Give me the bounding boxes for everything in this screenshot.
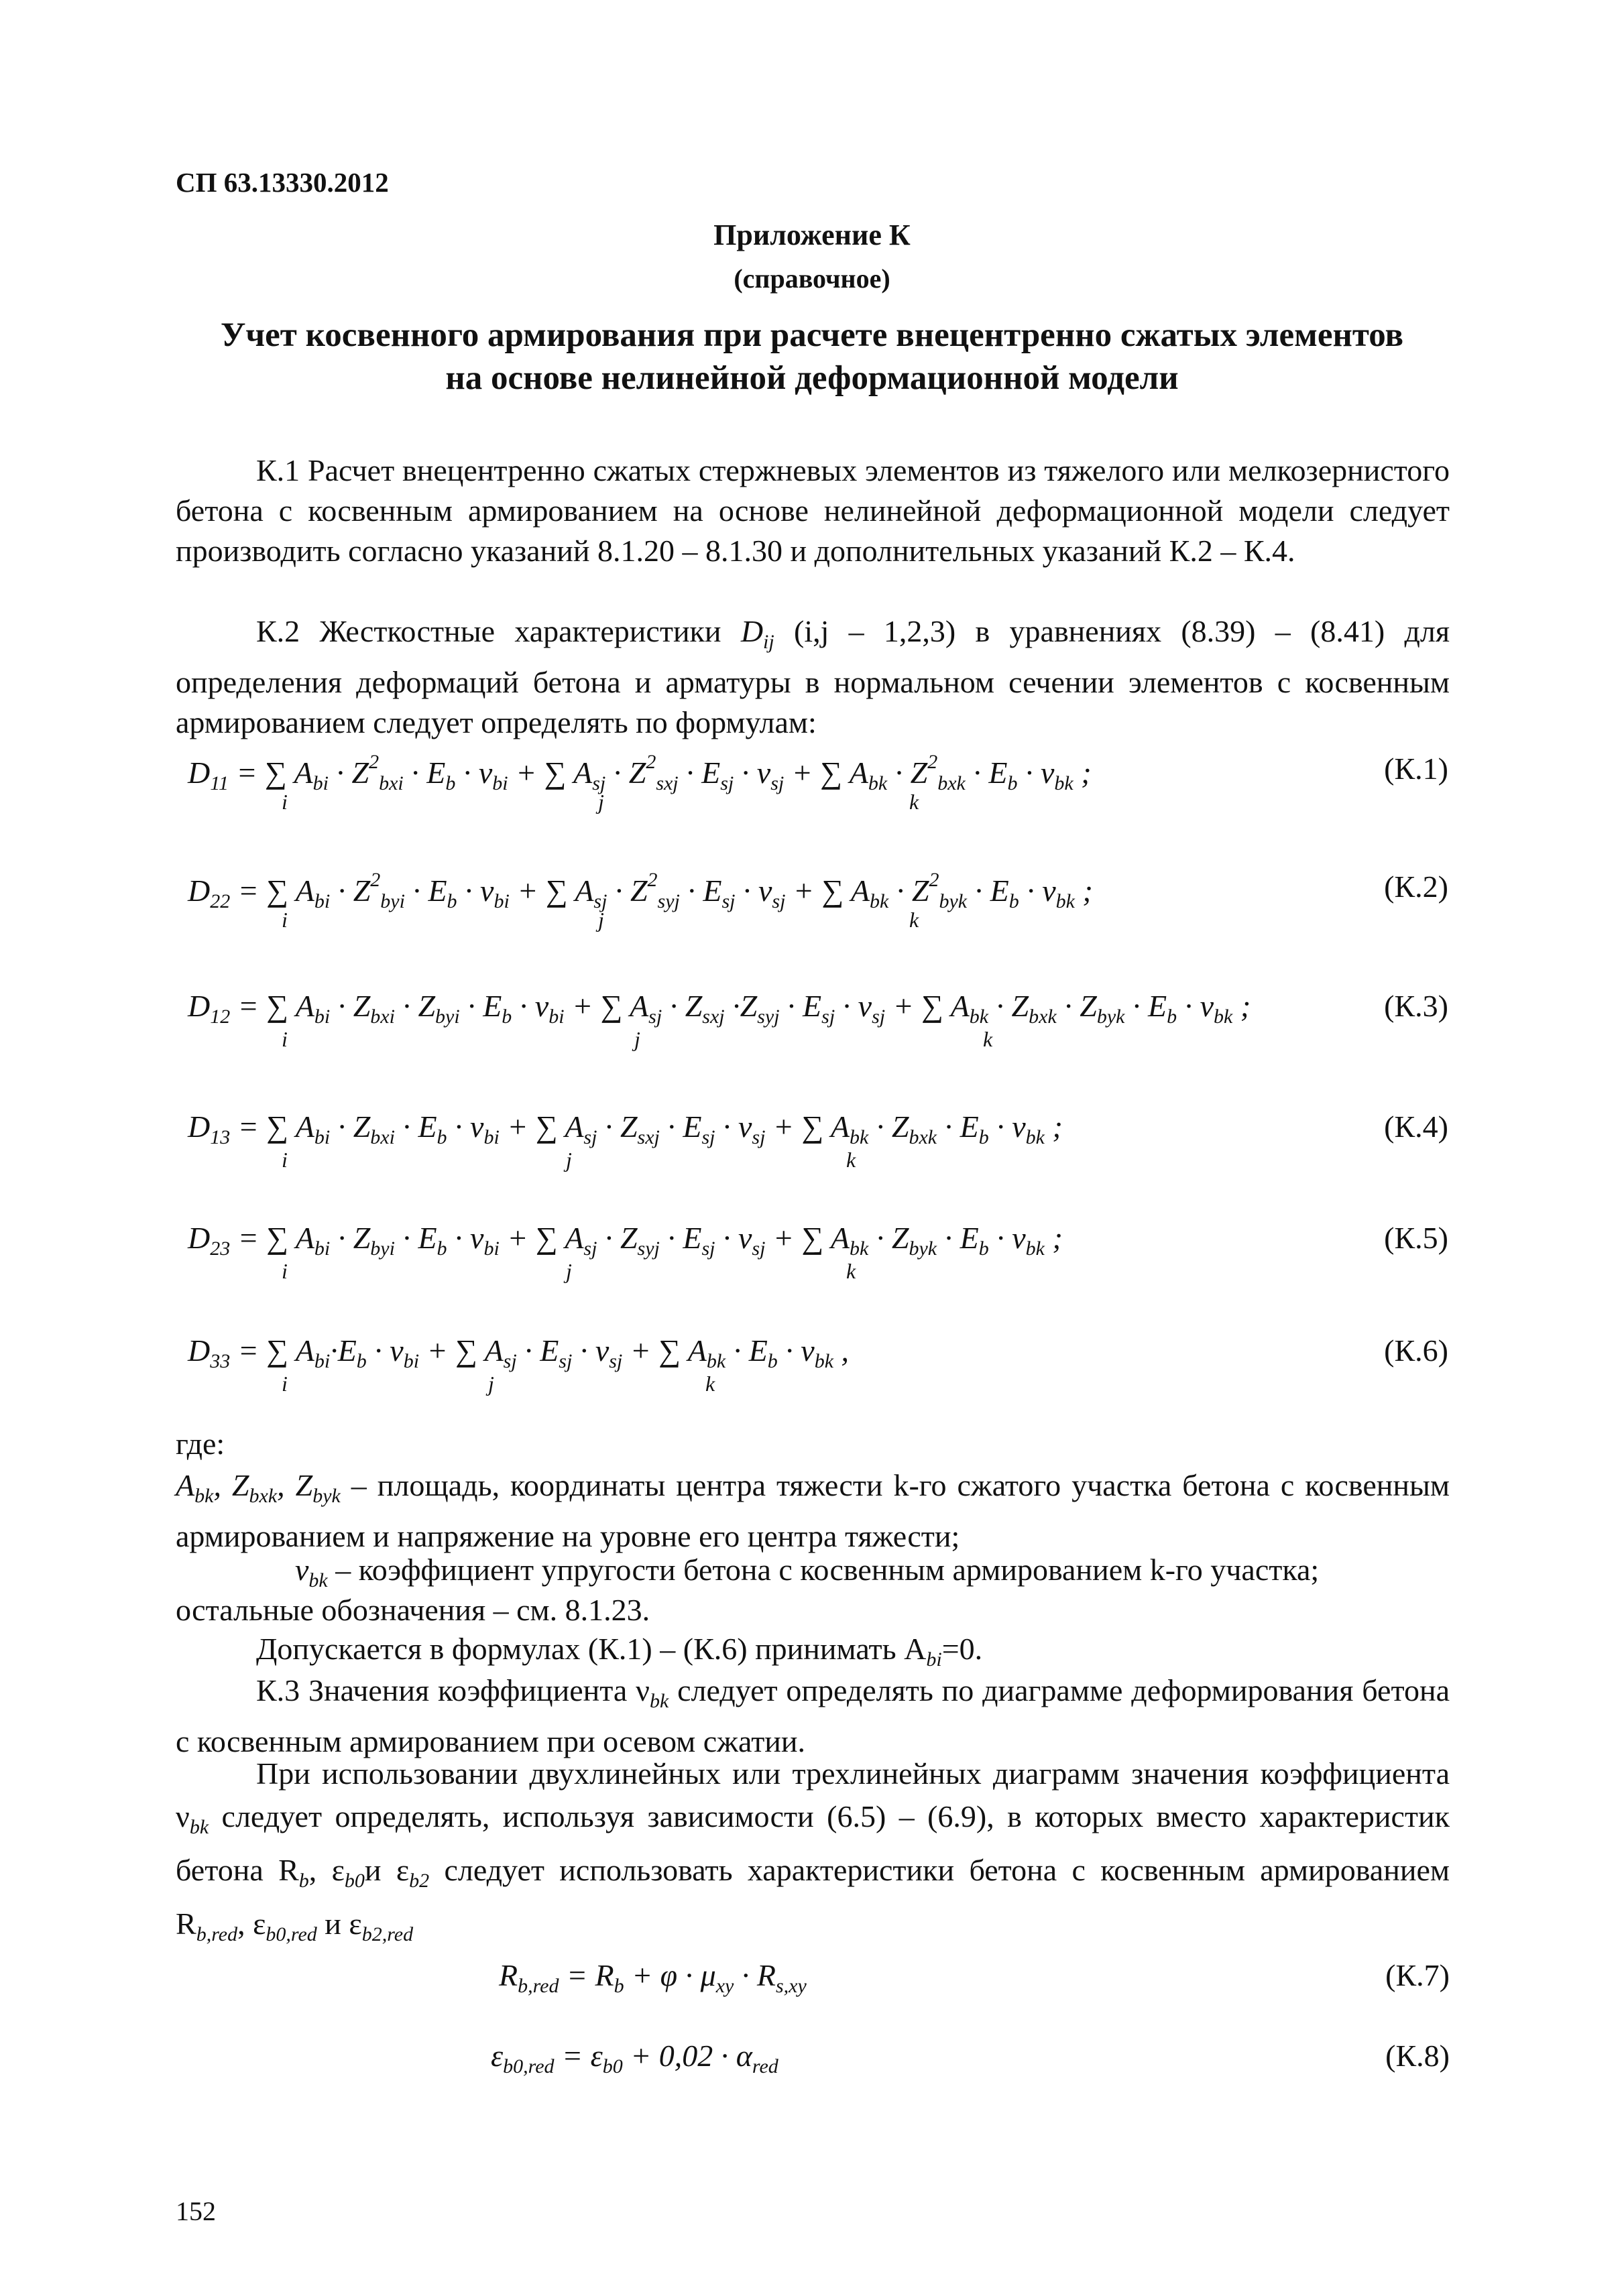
def1-symbol: A [176, 1468, 195, 1502]
use-text-f: , ε [237, 1907, 266, 1941]
formula-k7-expression: $R_{b,red} = R_b + \varphi \cdot \mu_{xy} \cdot R_{s,xy}$ [499, 1958, 807, 1997]
formula-k2-label: (К.2) [1384, 869, 1448, 904]
k3-text-b: следует определять по диаграмме деформирования бетона с косвенным армированием при осевом сжатии. [176, 1673, 1450, 1758]
use-text-d: и ε [364, 1853, 410, 1887]
allow-text-b: =0. [941, 1632, 983, 1666]
k2-subscript: ij [763, 631, 774, 653]
use-sub6: b0,red [266, 1923, 317, 1945]
def1-sub2: bxk [249, 1485, 278, 1507]
def1-sep1: , Z [213, 1468, 249, 1502]
formula-k5-expression: $D_{23}$ = ∑ $A_{bi} \cdot Z_{byi} \cdot E_b \cdot \nu_{bi}$ + ∑ $A_{sj} \cdot Z_{syj} \cdot E_{sj} \cdot \nu_{sj}$ + ∑ $A_{bk} \cdot Z_{byk} \cdot E_b \cdot \nu_{bk}$ ; [188, 1221, 1063, 1260]
formula-k3-label: (К.3) [1384, 989, 1448, 1023]
paragraph-k2 [176, 611, 1450, 743]
formula-k2: $D_{22}$ = ∑ $A_{bi} \cdot Z^2_{byi} \cdot E_b \cdot \nu_{bi}$ + ∑ $A_{sj} \cdot Z^2_{syj} \cdot E_{sj} \cdot \nu_{sj}$ + ∑ $A_{bk} \cdot Z^2_{byk} \cdot E_b \cdot \nu_{bk}$ ; i j k (К.2) [188, 869, 1448, 932]
def1-sub1: bk [194, 1485, 214, 1507]
appendix-title: Приложение К [713, 219, 911, 251]
formula-k4: $D_{13}$ = ∑ $A_{bi} \cdot Z_{bxi} \cdot E_b \cdot \nu_{bi}$ + ∑ $A_{sj} \cdot Z_{sxj} \cdot E_{sj} \cdot \nu_{sj}$ + ∑ $A_{bk} \cdot Z_{bxk} \cdot E_b \cdot \nu_{bk}$ ; i j k (К.4) [188, 1109, 1448, 1172]
main-title-line-1: Учет косвенного армирования при расчете внецентренно сжатых элементов [220, 316, 1404, 354]
appendix-type: (справочное) [734, 263, 890, 294]
def1-text: – площадь, координаты центра тяжести k-го сжатого участка бетона с косвенным армированием и напряжение на уровне его центра тяжести; [176, 1468, 1450, 1553]
use-text-a: При использовании двухлинейных или трехлинейных диаграмм значения коэффициента ν [176, 1756, 1450, 1833]
formula-k5: $D_{23}$ = ∑ $A_{bi} \cdot Z_{byi} \cdot E_b \cdot \nu_{bi}$ + ∑ $A_{sj} \cdot Z_{syj} \cdot E_{sj} \cdot \nu_{sj}$ + ∑ $A_{bk} \cdot Z_{byk} \cdot E_b \cdot \nu_{bk}$ ; i j k (К.5) [188, 1221, 1448, 1283]
formula-k8-label: (К.8) [1385, 2039, 1450, 2073]
document-code: СП 63.13330.2012 [176, 167, 389, 198]
k2-text-b: (i,j – 1,2,3) в уравнениях (8.39) – (8.41) для определения деформаций бетона и арматуры в нормальном сечении элементов с косвенным армированием следует определять по формулам: [176, 614, 1450, 739]
allow-text-a: Допускается в формулах (К.1) – (К.6) принимать A [256, 1632, 927, 1666]
use-sub3: b0 [344, 1870, 365, 1892]
use-sub: bk [189, 1816, 209, 1838]
k2-text-a: К.2 Жесткостные характеристики [256, 614, 741, 648]
def1-sub3: byk [312, 1485, 341, 1507]
formula-k5-label: (К.5) [1384, 1221, 1448, 1255]
other-notation: остальные обозначения – см. 8.1.23. [176, 1593, 650, 1627]
where-label: где: [176, 1427, 225, 1461]
formula-k1: $D_{11}$ = ∑ $A_{bi} \cdot Z^2_{bxi} \cdot E_b \cdot \nu_{bi}$ + ∑ $A_{sj} \cdot Z^2_{sxj} \cdot E_{sj} \cdot \nu_{sj}$ + ∑ $A_{bk} \cdot Z^2_{bxk} \cdot E_b \cdot \nu_{bk}$ ; i j k (К.1) [188, 751, 1448, 814]
k3-text-a: К.3 Значения коэффициента ν [256, 1673, 650, 1707]
use-text-g: и ε [316, 1907, 362, 1941]
use-sub5: b,red [196, 1923, 238, 1945]
definition-abk [176, 1465, 1450, 1557]
formula-k4-expression: $D_{13}$ = ∑ $A_{bi} \cdot Z_{bxi} \cdot E_b \cdot \nu_{bi}$ + ∑ $A_{sj} \cdot Z_{sxj} \cdot E_{sj} \cdot \nu_{sj}$ + ∑ $A_{bk} \cdot Z_{bxk} \cdot E_b \cdot \nu_{bk}$ ; [188, 1109, 1063, 1148]
def2-sub: bk [308, 1569, 328, 1591]
main-title [161, 314, 1463, 400]
k2-symbol: D [740, 614, 764, 648]
use-text-e: следует использовать характеристики бетона с косвенным армированием R [176, 1853, 1450, 1941]
formula-k1-label: (К.1) [1384, 751, 1448, 786]
allow-sub: bi [926, 1648, 942, 1671]
formula-k7-label: (К.7) [1385, 1958, 1450, 1992]
formula-k4-label: (К.4) [1384, 1109, 1448, 1144]
formula-k3-expression: $D_{12}$ = ∑ $A_{bi} \cdot Z_{bxi} \cdot Z_{byi} \cdot E_b \cdot \nu_{bi}$ + ∑ $A_{sj} \cdot Z_{sxj} \cdot Z_{syj} \cdot E_{sj} \cdot \nu_{sj}$ + ∑ $A_{bk} \cdot Z_{bxk} \cdot Z_{byk} \cdot E_b \cdot \nu_{bk}$ ; [188, 989, 1251, 1028]
use-sub2: b [298, 1870, 309, 1892]
formula-k7 [176, 1957, 1450, 2011]
paragraph-usage [176, 1752, 1450, 1956]
k3-sub: bk [649, 1690, 669, 1712]
formula-k6: $D_{33}$ = ∑ $A_{bi}\cdot E_b \cdot \nu_{bi}$ + ∑ $A_{sj} \cdot E_{sj} \cdot \nu_{sj}$ + ∑ $A_{bk} \cdot E_b \cdot \nu_{bk}$ , i j k (К.6) [188, 1333, 1448, 1396]
use-sub7: b2,red [361, 1923, 414, 1945]
use-text-b: следует определять, используя зависимости (6.5) – (6.9), в которых вместо характеристик бетона R [176, 1799, 1450, 1887]
use-sub4: b2 [409, 1870, 430, 1892]
formula-k2-expression: $D_{22}$ = ∑ $A_{bi} \cdot Z^2_{byi} \cdot E_b \cdot \nu_{bi}$ + ∑ $A_{sj} \cdot Z^2_{syj} \cdot E_{sj} \cdot \nu_{sj}$ + ∑ $A_{bk} \cdot Z^2_{byk} \cdot E_b \cdot \nu_{bk}$ ; [188, 869, 1093, 912]
use-text-c: , ε [308, 1853, 345, 1887]
paragraph-k1: К.1 Расчет внецентренно сжатых стержневых элементов из тяжелого или мелкозернистого бетона с косвенным армированием на основе нелинейной деформационной модели следует производить согласно указаний 8.1.20 – 8.1.30 и дополнительных указаний К.2 – К.4. [176, 453, 1450, 568]
formula-k8 [176, 2038, 1450, 2092]
def1-sep2: , Z [277, 1468, 313, 1502]
main-title-line-2: на основе нелинейной деформационной модели [445, 359, 1179, 397]
formula-k6-label: (К.6) [1384, 1333, 1448, 1368]
formula-k3: $D_{12}$ = ∑ $A_{bi} \cdot Z_{bxi} \cdot Z_{byi} \cdot E_b \cdot \nu_{bi}$ + ∑ $A_{sj} \cdot Z_{sxj} \cdot Z_{syj} \cdot E_{sj} \cdot \nu_{sj}$ + ∑ $A_{bk} \cdot Z_{bxk} \cdot Z_{byk} \cdot E_b \cdot \nu_{bk}$ ; i j k (К.3) [188, 989, 1448, 1051]
formula-k1-expression: $D_{11}$ = ∑ $A_{bi} \cdot Z^2_{bxi} \cdot E_b \cdot \nu_{bi}$ + ∑ $A_{sj} \cdot Z^2_{sxj} \cdot E_{sj} \cdot \nu_{sj}$ + ∑ $A_{bk} \cdot Z^2_{bxk} \cdot E_b \cdot \nu_{bk}$ ; [188, 751, 1092, 794]
def2-symbol: ν [295, 1553, 309, 1587]
formula-k6-expression: $D_{33}$ = ∑ $A_{bi}\cdot E_b \cdot \nu_{bi}$ + ∑ $A_{sj} \cdot E_{sj} \cdot \nu_{sj}$ + ∑ $A_{bk} \cdot E_b \cdot \nu_{bk}$ , [188, 1333, 850, 1372]
paragraph-k3 [176, 1671, 1450, 1762]
formula-k8-expression: $\varepsilon_{b0,red} = \varepsilon_{b0} + 0,02 \cdot \alpha_{red}$ [491, 2039, 778, 2077]
def2-text: – коэффициент упругости бетона с косвенным армированием k-го участка; [327, 1553, 1320, 1587]
page-number: 152 [176, 2196, 216, 2226]
